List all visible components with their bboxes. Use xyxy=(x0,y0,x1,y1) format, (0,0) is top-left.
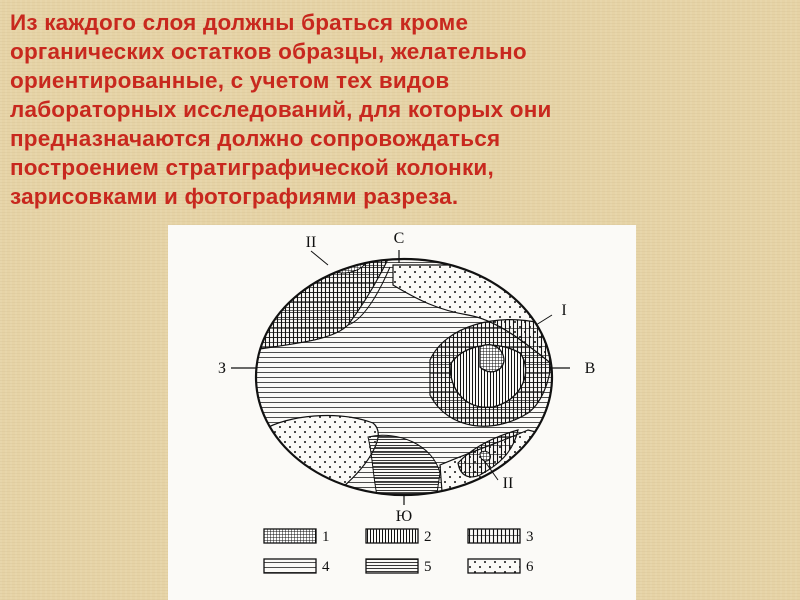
legend-item-4 xyxy=(264,559,330,575)
legend-swatch-6 xyxy=(468,559,520,573)
legend-number-1: 1 xyxy=(322,529,330,545)
legend-item-3 xyxy=(468,529,534,545)
pit-plan-zones xyxy=(248,255,568,505)
direction-north: С xyxy=(393,230,405,247)
legend-item-2 xyxy=(366,529,432,545)
zone-label-II-top: II xyxy=(305,234,317,251)
direction-west: З xyxy=(217,360,227,377)
legend-swatch-5 xyxy=(366,559,418,573)
section-diagram xyxy=(168,225,636,600)
text-line: ориентированные, с учетом тех видов xyxy=(10,68,450,93)
legend-swatch-1 xyxy=(264,529,316,543)
text-line: лабораторных исследований, для которых они xyxy=(10,97,552,122)
text-line: органических остатков образцы, желательно xyxy=(10,39,527,64)
legend-item-6 xyxy=(468,559,534,575)
legend-number-3: 3 xyxy=(526,529,534,545)
slide-text xyxy=(10,8,790,211)
legend-number-4: 4 xyxy=(322,559,330,575)
leader-I xyxy=(536,315,552,325)
legend xyxy=(264,529,534,575)
pit-plan-drawing xyxy=(168,225,636,600)
legend-number-5: 5 xyxy=(424,559,432,575)
legend-number-6: 6 xyxy=(526,559,534,575)
direction-south: Ю xyxy=(395,508,413,525)
text-line: Из каждого слоя должны браться кроме xyxy=(10,10,469,35)
legend-swatch-3 xyxy=(468,529,520,543)
legend-item-5 xyxy=(366,559,432,575)
legend-swatch-4 xyxy=(264,559,316,573)
text-line: зарисовками и фотографиями разреза. xyxy=(10,184,459,209)
legend-swatch-2 xyxy=(366,529,418,543)
text-line: построением стратиграфической колонки, xyxy=(10,155,494,180)
zone-layer-1-bottom-right xyxy=(480,451,490,461)
leader-II-top xyxy=(311,251,328,265)
text-line: предназначаются должно сопровождаться xyxy=(10,126,501,151)
legend-item-1 xyxy=(264,529,330,545)
zone-label-I: I xyxy=(561,302,567,319)
legend-number-2: 2 xyxy=(424,529,432,545)
zone-label-II-bottom: II xyxy=(502,475,514,492)
direction-east: В xyxy=(584,360,596,377)
